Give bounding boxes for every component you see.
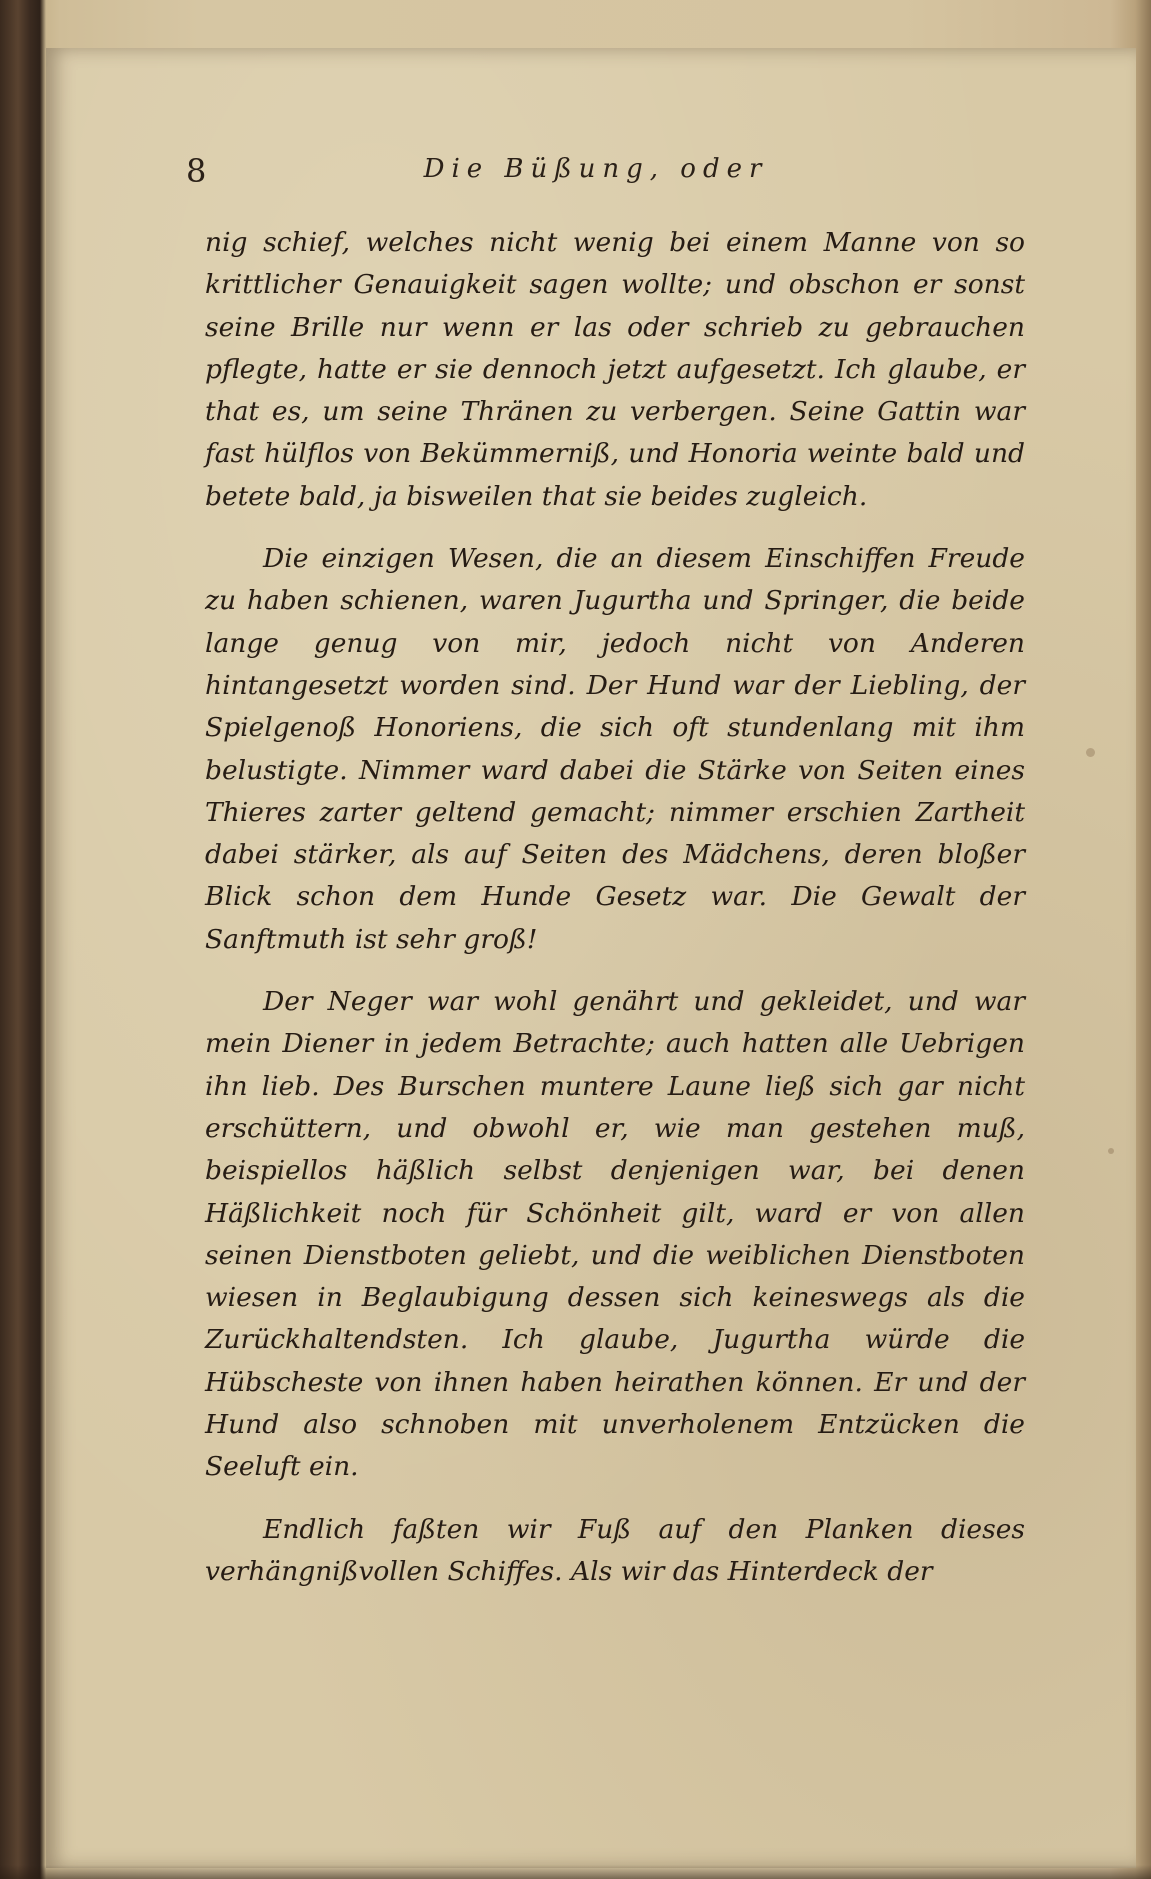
- foxing-spot: [1108, 1148, 1114, 1154]
- paragraph-3: Der Neger war wohl genährt und gekleidet, und war mein Diener in jedem Betrachte; auch hatten alle Uebrigen ihn lieb. Des Burschen muntere Laune ließ sich gar nicht erschüttern, und obwohl er, wie man gestehen muß, beispiellos häßlich selbst denjenigen war, bei denen Häßlichkeit noch für Schönheit gilt, ward er von allen seinen Dienstboten geliebt, und die weiblichen Dienstboten wiesen in Beglaubigung dessen sich keineswegs als die Zurückhaltendsten. Ich glaube, Jugurtha würde die Hübscheste von ihnen haben heirathen können. Er und der Hund also schnoben mit unverholenem Entzücken die Seeluft ein.: [205, 986, 1025, 1483]
- paragraph-4: Endlich faßten wir Fuß auf den Planken dieses verhängnißvollen Schiffes. Als wir das Hinterdeck der: [205, 1513, 1025, 1587]
- paragraph-2: Die einzigen Wesen, die an diesem Einschiffen Freude zu haben schienen, waren Jugurtha und Springer, die beide lange genug von mir, jedoch nicht von Anderen hintangesetzt worden sind. Der Hund war der Liebling, der Spielgenoß Honoriens, die sich oft stundenlang mit ihm belustigte. Nimmer ward dabei die Stärke von Seiten eines Thieres zarter geltend gemacht; nimmer erschien Zartheit dabei stärker, als auf Seiten des Mädchens, deren bloßer Blick schon dem Hunde Gesetz war. Die Gewalt der Sanftmuth ist sehr groß!: [205, 543, 1025, 955]
- foxing-spot: [1086, 748, 1095, 757]
- page-number: 8: [186, 152, 207, 190]
- running-head: [146, 152, 1046, 196]
- running-title: Die Büßung, oder: [423, 154, 769, 184]
- paragraph-1: nig schief, welches nicht wenig bei einem Manne von so krittlicher Genauigkeit sagen wollte; und obschon er sonst seine Brille nur wenn er las oder schrieb zu gebrauchen pflegte, hatte er sie dennoch jetzt aufgesetzt. Ich glaube, er that es, um seine Thränen zu verbergen. Seine Gattin war fast hülflos von Bekümmerniß, und Honoria weinte bald und betete bald, ja bisweilen that sie beides zugleich.: [205, 227, 1025, 512]
- body-text: [205, 222, 1025, 1613]
